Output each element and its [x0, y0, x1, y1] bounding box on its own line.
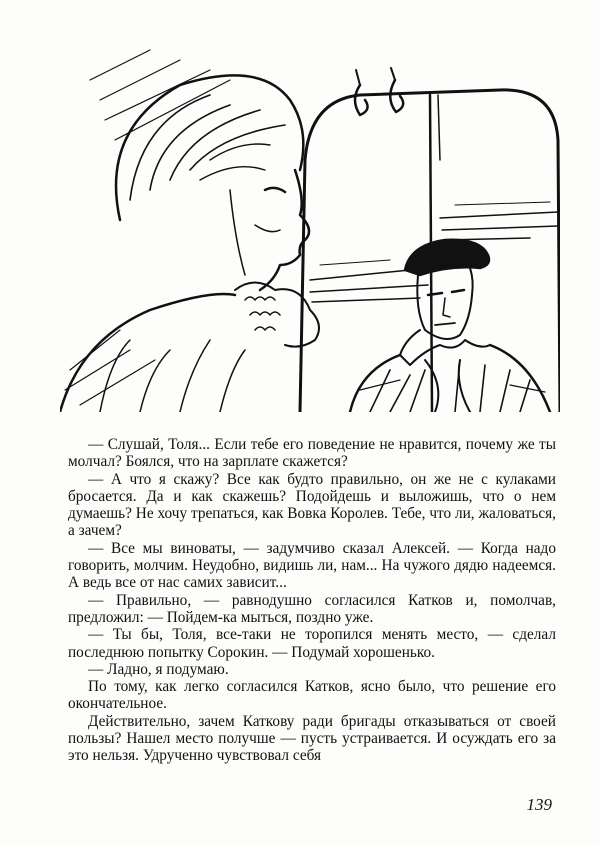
- paragraph-3: — Все мы виноваты, — задумчиво сказал Алексей. — Когда надо говорить, молчим. Неудобно, видишь ли, нам... На чужого дядю надеемся. А ведь все от нас самих зависит...: [68, 539, 556, 592]
- text-block: [68, 436, 556, 765]
- illustration: [60, 40, 560, 412]
- paragraph-5: — Ты бы, Толя, все-таки не торопился менять место, — сделал последнюю попытку Сорокин. — Подумай хорошенько.: [68, 626, 556, 661]
- paragraph-4: — Правильно, — равнодушно согласился Катков и, помолчав, предложил: — Пойдем-ка мыться, поздно уже.: [68, 591, 556, 626]
- paragraph-2: — А что я скажу? Все как будто правильно, он же не с кулаками бросается. Да и как скажешь? Подойдешь и выложишь, что о нем думаешь? Не хочу трепаться, как Вовка Королев. Тебе, что ли, жаловаться, а зачем?: [68, 470, 556, 540]
- paragraph-1: — Слушай, Толя... Если тебе его поведение не нравится, почему же ты молчал? Боялся, что на зарплате скажется?: [68, 436, 556, 471]
- paragraph-6: — Ладно, я подумаю.: [88, 660, 229, 678]
- drawing-two-men-in-train-illustration: [60, 40, 560, 412]
- paragraph-7: По тому, как легко согласился Катков, ясно было, что решение его окончательное.: [68, 678, 556, 713]
- paragraph-8: Действительно, зачем Каткову ради бригады отказываться от своей пользы? Нашел место получше — пусть устраивается. И осуждать его за это нельзя. Удрученно чувствовал себя: [68, 712, 556, 765]
- page-number: 139: [526, 795, 552, 814]
